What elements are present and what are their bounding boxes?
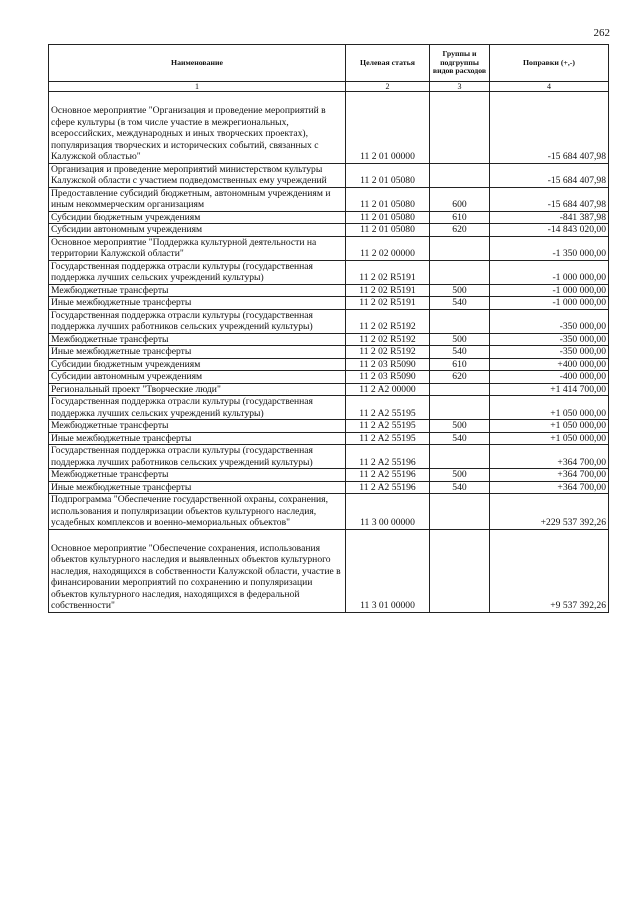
table-row <box>49 224 609 237</box>
header-expense-group: Группы и подгруппы видов расходов <box>430 45 490 82</box>
row-amendment: -1 000 000,00 <box>490 284 609 297</box>
row-amendment: -14 843 020,00 <box>490 224 609 237</box>
table-row <box>49 163 609 187</box>
row-expense-group: 500 <box>430 469 490 482</box>
row-expense-group: 600 <box>430 187 490 211</box>
row-name: Основное мероприятие "Поддержка культурной деятельности на территории Калужской области" <box>49 236 346 260</box>
row-name: Государственная поддержка отрасли культуры (государственная поддержка лучших работников сельских учреждений культуры) <box>49 309 346 333</box>
row-amendment: +1 050 000,00 <box>490 432 609 445</box>
row-name: Субсидии автономным учреждениям <box>49 371 346 384</box>
row-expense-group <box>430 383 490 396</box>
row-name <box>49 92 346 164</box>
table-row <box>49 396 609 420</box>
row-name: Иные межбюджетные трансферты <box>49 432 346 445</box>
row-name: Подпрограмма "Обеспечение государственной охраны, сохранения, использования и популяризации объектов культурного наследия, усадебных комплексов и военно-мемориальных объектов" <box>49 494 346 530</box>
row-amendment: +1 414 700,00 <box>490 383 609 396</box>
row-amendment: -400 000,00 <box>490 371 609 384</box>
column-number: 4 <box>490 82 609 92</box>
table-header-row <box>49 45 609 82</box>
table-row <box>49 236 609 260</box>
row-amendment: -841 387,98 <box>490 211 609 224</box>
table-row <box>49 297 609 310</box>
row-expense-group: 620 <box>430 224 490 237</box>
row-amendment: -350 000,00 <box>490 333 609 346</box>
table-row <box>49 469 609 482</box>
row-name: Межбюджетные трансферты <box>49 333 346 346</box>
row-amendment: +1 050 000,00 <box>490 396 609 420</box>
row-name: Государственная поддержка отрасли культуры (государственная поддержка лучших сельских учреждений культуры) <box>49 396 346 420</box>
row-expense-group <box>430 260 490 284</box>
row-expense-group <box>430 445 490 469</box>
header-target-article: Целевая статья <box>346 45 430 82</box>
table-row <box>49 260 609 284</box>
row-expense-group: 540 <box>430 432 490 445</box>
row-target-article: 11 2 02 R5192 <box>346 346 430 359</box>
header-name: Наименование <box>49 45 346 82</box>
row-expense-group <box>430 236 490 260</box>
table-row <box>49 371 609 384</box>
row-target-article: 11 2 02 R5191 <box>346 297 430 310</box>
page-number: 262 <box>593 27 610 39</box>
row-name-text: Основное мероприятие "Организация и проведение мероприятий в сфере культуры (в том числе участие в межрегиональных, всероссийских, международных и иных творческих проектах), популяризация творческих и исторических событий, связанных с Калужской областью" <box>51 105 326 162</box>
row-target-article: 11 2 02 00000 <box>346 236 430 260</box>
row-target-article: 11 2 A2 55195 <box>346 432 430 445</box>
table-row <box>49 358 609 371</box>
row-name-text: Основное мероприятие "Обеспечение сохранения, использования объектов культурного наследия и выявленных объектов культурного наследия, находящихся в собственности Калужской области, участие в финансировании мероприятий по сохранению и популяризации объектов культурного наследия, находящихся в федеральной собственности" <box>51 542 341 611</box>
row-amendment: -1 350 000,00 <box>490 236 609 260</box>
row-expense-group: 610 <box>430 358 490 371</box>
row-target-article: 11 2 01 05080 <box>346 224 430 237</box>
table-row <box>49 481 609 494</box>
row-expense-group <box>430 494 490 530</box>
row-amendment: +400 000,00 <box>490 358 609 371</box>
table-row <box>49 309 609 333</box>
row-target-article: 11 2 A2 55195 <box>346 420 430 433</box>
row-expense-group: 500 <box>430 284 490 297</box>
row-amendment: -1 000 000,00 <box>490 297 609 310</box>
row-name: Государственная поддержка отрасли культуры (государственная поддержка лучших сельских учреждений культуры) <box>49 260 346 284</box>
table-row <box>49 383 609 396</box>
row-amendment: +364 700,00 <box>490 481 609 494</box>
row-name: Межбюджетные трансферты <box>49 284 346 297</box>
row-name: Иные межбюджетные трансферты <box>49 346 346 359</box>
row-name: Предоставление субсидий бюджетным, автономным учреждениям и иным некоммерческим организациям <box>49 187 346 211</box>
row-expense-group <box>430 309 490 333</box>
row-amendment: -15 684 407,98 <box>490 163 609 187</box>
row-amendment: +9 537 392,26 <box>490 529 609 612</box>
row-target-article: 11 2 A2 55196 <box>346 469 430 482</box>
row-name: Межбюджетные трансферты <box>49 420 346 433</box>
row-expense-group <box>430 92 490 164</box>
row-name: Государственная поддержка отрасли культуры (государственная поддержка лучших работников сельских учреждений культуры) <box>49 445 346 469</box>
row-target-article: 11 2 A2 55195 <box>346 396 430 420</box>
row-expense-group: 500 <box>430 333 490 346</box>
column-number: 3 <box>430 82 490 92</box>
row-expense-group <box>430 163 490 187</box>
table-row <box>49 284 609 297</box>
row-amendment: +364 700,00 <box>490 445 609 469</box>
row-amendment: -15 684 407,98 <box>490 92 609 164</box>
row-amendment: +364 700,00 <box>490 469 609 482</box>
table-row <box>49 494 609 530</box>
table-row <box>49 420 609 433</box>
table-row <box>49 211 609 224</box>
table-row <box>49 187 609 211</box>
row-target-article: 11 2 01 00000 <box>346 92 430 164</box>
column-number: 2 <box>346 82 430 92</box>
row-amendment: -350 000,00 <box>490 309 609 333</box>
row-expense-group: 540 <box>430 346 490 359</box>
row-target-article: 11 2 02 R5191 <box>346 260 430 284</box>
row-name: Субсидии бюджетным учреждениям <box>49 211 346 224</box>
column-number-row <box>49 82 609 92</box>
table-row <box>49 432 609 445</box>
row-amendment: -350 000,00 <box>490 346 609 359</box>
column-number: 1 <box>49 82 346 92</box>
table-row <box>49 333 609 346</box>
row-expense-group: 540 <box>430 297 490 310</box>
row-name: Организация и проведение мероприятий министерством культуры Калужской области с участием подведомственных ему учреждений <box>49 163 346 187</box>
row-name: Иные межбюджетные трансферты <box>49 297 346 310</box>
row-amendment: +229 537 392,26 <box>490 494 609 530</box>
row-name: Субсидии автономным учреждениям <box>49 224 346 237</box>
table-row <box>49 92 609 164</box>
budget-amendments-table <box>48 44 609 613</box>
row-name: Региональный проект "Творческие люди" <box>49 383 346 396</box>
row-name: Иные межбюджетные трансферты <box>49 481 346 494</box>
row-target-article: 11 2 A2 00000 <box>346 383 430 396</box>
header-amendment: Поправки (+,-) <box>490 45 609 82</box>
row-amendment: +1 050 000,00 <box>490 420 609 433</box>
row-expense-group: 540 <box>430 481 490 494</box>
table-row <box>49 529 609 612</box>
row-target-article: 11 2 A2 55196 <box>346 445 430 469</box>
row-target-article: 11 3 01 00000 <box>346 529 430 612</box>
row-name <box>49 529 346 612</box>
row-amendment: -1 000 000,00 <box>490 260 609 284</box>
row-target-article: 11 2 03 R5090 <box>346 371 430 384</box>
row-target-article: 11 2 02 R5192 <box>346 333 430 346</box>
row-target-article: 11 2 03 R5090 <box>346 358 430 371</box>
row-expense-group <box>430 529 490 612</box>
row-name: Субсидии бюджетным учреждениям <box>49 358 346 371</box>
row-target-article: 11 2 01 05080 <box>346 211 430 224</box>
row-target-article: 11 2 02 R5192 <box>346 309 430 333</box>
row-target-article: 11 2 A2 55196 <box>346 481 430 494</box>
table-row <box>49 346 609 359</box>
row-target-article: 11 2 02 R5191 <box>346 284 430 297</box>
row-target-article: 11 3 00 00000 <box>346 494 430 530</box>
row-target-article: 11 2 01 05080 <box>346 187 430 211</box>
row-expense-group <box>430 396 490 420</box>
row-target-article: 11 2 01 05080 <box>346 163 430 187</box>
table-row <box>49 445 609 469</box>
row-name: Межбюджетные трансферты <box>49 469 346 482</box>
row-expense-group: 620 <box>430 371 490 384</box>
row-expense-group: 610 <box>430 211 490 224</box>
row-amendment: -15 684 407,98 <box>490 187 609 211</box>
row-expense-group: 500 <box>430 420 490 433</box>
